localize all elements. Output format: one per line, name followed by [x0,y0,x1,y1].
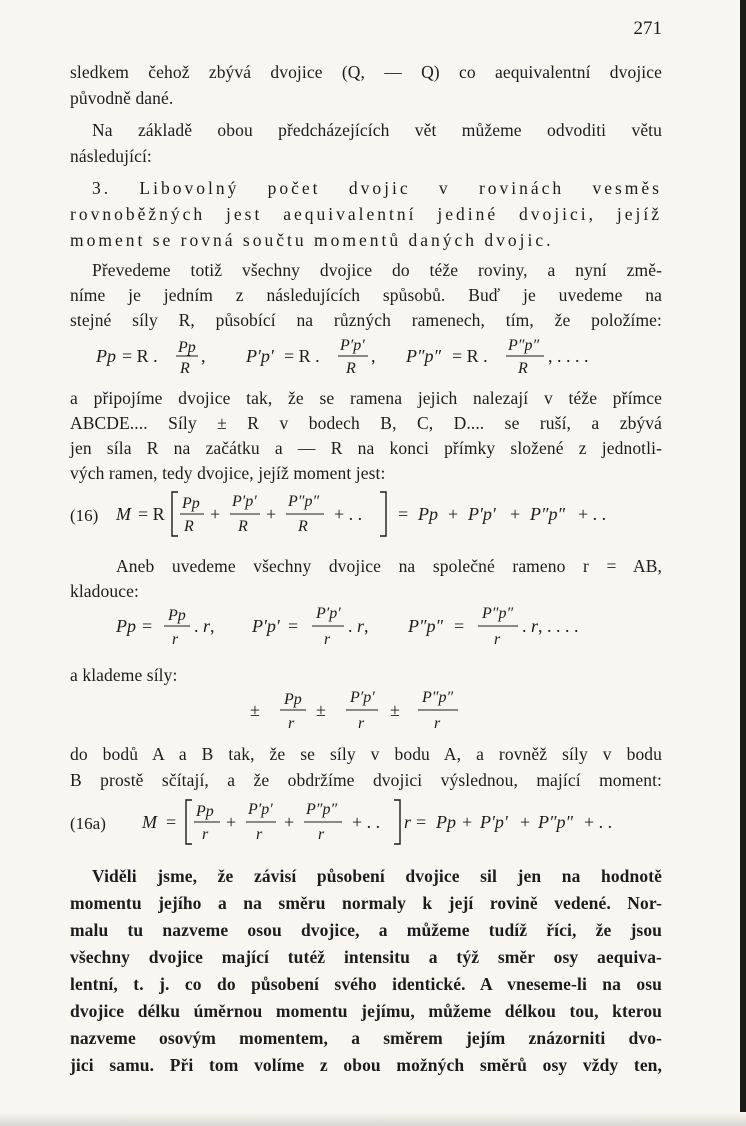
svg-text:= R: = R [138,504,165,524]
svg-text:±: ± [390,700,400,720]
svg-text:P″p″: P″p″ [408,616,443,636]
equation-label: (16a) [70,814,106,833]
svg-text:Pp: Pp [418,504,438,524]
svg-text:±: ± [250,700,260,720]
svg-text:=: = [142,616,153,636]
text-line: malu tu nazveme osou dvojice, a můžeme tudíž říci, že jsou [70,920,662,940]
svg-text:P′p′: P′p′ [340,337,365,354]
svg-text:r: r [256,826,263,843]
svg-text:=: = [398,504,409,524]
svg-text:P′p′: P′p′ [252,616,280,636]
svg-text:= R .: = R . [284,346,320,366]
page-number: 271 [633,18,662,39]
svg-text:P′p′: P′p′ [232,493,257,510]
svg-text:P′p′: P′p′ [480,812,508,832]
svg-text:P′p′: P′p′ [350,689,375,706]
svg-text:+: + [210,504,221,524]
svg-text:R: R [298,518,308,535]
svg-text:. r, . . . .: . r, . . . . [522,616,579,636]
text-line: jen síla R na začátku a — R na konci přímky složené z jednotli- [70,438,662,458]
svg-text:r: r [404,812,412,832]
svg-text:P′p′: P′p′ [248,801,273,818]
svg-text:+: + [226,812,237,832]
text-line: všechny dvojice mající tutéž intensitu a týž směr osy aequiva- [70,947,662,967]
theorem-line: rovnoběžných jest aequivalentní jediné dvojici, jejíž [70,204,662,224]
svg-text:P″p″: P″p″ [538,812,573,832]
svg-text:Pp: Pp [168,607,186,624]
svg-text:P′p′: P′p′ [246,346,274,366]
svg-text:r: r [324,631,331,648]
svg-text:+: + [448,504,459,524]
svg-text:+ . .: + . . [352,812,381,832]
svg-text:,: , [371,346,376,366]
svg-text:Pp: Pp [116,616,136,636]
svg-text:= R .: = R . [122,346,158,366]
svg-text:r: r [202,826,209,843]
svg-text:P″p″: P″p″ [406,346,441,366]
svg-text:+: + [510,504,521,524]
text-line: a klademe síly: [70,665,178,685]
text-line: Převedeme totiž všechny dvojice do téže roviny, a nyní změ- [92,260,662,280]
svg-text:P″p″: P″p″ [530,504,565,524]
page-bottom-shadow [0,1112,746,1126]
theorem-line: moment se rovná součtu momentů daných dvojic. [70,230,554,250]
svg-text:+: + [284,812,295,832]
svg-text:Pp: Pp [196,803,214,820]
equation-label: (16) [70,506,99,525]
svg-text:R: R [184,518,194,535]
text-line: níme je jedním z následujících spůsobů. Buď je uvedeme na [70,285,662,305]
svg-text:=: = [454,616,465,636]
text-line: sledkem čehož zbývá dvojice (Q, — Q) co aequivalentní dvojice [70,62,662,82]
svg-text:r: r [434,715,441,732]
text-line: dvojice délku úměrnou momentu jejímu, můžeme délkou tou, kterou [70,1001,662,1021]
svg-text:P″p″: P″p″ [482,605,514,622]
svg-text:P″p″: P″p″ [306,801,338,818]
svg-text:+ . .: + . . [584,812,613,832]
text-line: do bodů A a B tak, že se síly v bodu A, a rovněž síly v bodu [70,744,662,764]
svg-text:=: = [416,812,427,832]
svg-text:P′p′: P′p′ [468,504,496,524]
svg-text:R: R [346,360,356,377]
svg-text:+: + [520,812,531,832]
svg-text:P′p′: P′p′ [316,605,341,622]
text-line: Aneb uvedeme všechny dvojice na společné rameno r = AB, [116,556,662,576]
text-line: nazveme osovým momentem, a směrem jejím znázorniti dvo- [70,1028,662,1048]
text-line: vých ramen, tedy dvojice, jejíž moment jest: [70,463,386,483]
svg-text:P″p″: P″p″ [422,689,454,706]
text-line: Viděli jsme, že závisí působení dvojice sil jen na hodnotě [92,866,662,886]
text-line: stejné síly R, působící na různých ramenech, tím, že položíme: [70,310,662,330]
svg-text:Pp: Pp [436,812,456,832]
svg-text:r: r [318,826,325,843]
page-edge-shadow [740,0,746,1126]
svg-text:, . . . .: , . . . . [548,346,589,366]
equation-forces-on-R [96,328,589,386]
svg-text:Pp: Pp [178,339,196,356]
svg-text:. r,: . r, [348,616,369,636]
text-line: a připojíme dvojice tak, že se ramena jejich nalezají v téže přímce [70,388,662,408]
svg-text:Pp: Pp [96,346,116,366]
svg-text:r: r [288,715,295,732]
svg-text:P″p″: P″p″ [508,337,540,354]
text-line: následující: [70,146,152,166]
svg-text:M: M [142,812,157,832]
equation-16 [114,484,674,544]
svg-text:= R .: = R . [452,346,488,366]
text-line: Na základě obou předcházejících vět můžeme odvoditi větu [92,120,662,140]
text-line: lentní, t. j. co do působení svého identické. A vneseme-li na osu [70,974,662,994]
svg-text:M: M [116,504,131,524]
svg-text:r: r [358,715,365,732]
svg-text:R: R [180,360,190,377]
text-line: kladouce: [70,581,139,601]
svg-text:Pp: Pp [284,691,302,708]
text-line: B prostě sčítají, a že obdržíme dvojici výslednou, mající moment: [70,770,662,790]
equation-16a [140,792,680,852]
svg-text:,: , [201,346,206,366]
svg-text:+ . .: + . . [334,504,363,524]
svg-text:+ . .: + . . [578,504,607,524]
equation-pm-forces [250,682,490,740]
svg-text:R: R [518,360,528,377]
svg-text:P″p″: P″p″ [288,493,320,510]
text-line: původně dané. [70,88,174,108]
svg-text:. r,: . r, [194,616,215,636]
svg-text:r: r [172,631,179,648]
svg-text:+: + [462,812,473,832]
svg-text:=: = [288,616,299,636]
svg-text:±: ± [316,700,326,720]
text-line: jici samu. Při tom volíme z obou možných směrů osy vždy ten, [70,1055,662,1075]
equation-forces-on-r [116,596,636,656]
text-line: momentu jejího a na směru normaly k její rovině vedené. Nor- [70,893,662,913]
theorem-line: 3. Libovolný počet dvojic v rovinách vesměs [92,178,662,198]
svg-text:+: + [266,504,277,524]
text-line: ABCDE.... Síly ± R v bodech B, C, D.... se ruší, a zbývá [70,413,662,433]
svg-text:R: R [238,518,248,535]
svg-text:r: r [494,631,501,648]
svg-text:=: = [166,812,177,832]
svg-text:Pp: Pp [182,495,200,512]
